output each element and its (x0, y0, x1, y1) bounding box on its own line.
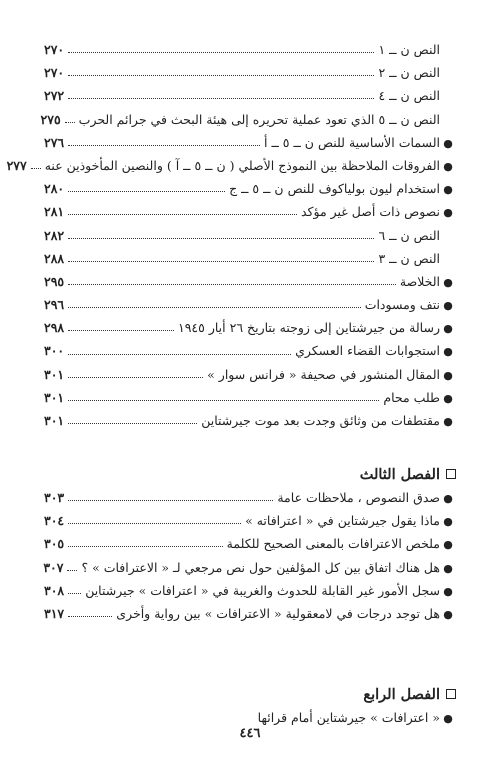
dot-leader (68, 354, 291, 355)
dot-leader (68, 214, 297, 215)
toc-entry-title: النص ن ــ ٢ (378, 65, 440, 81)
toc-entry-page: ٢٩٦ (44, 297, 65, 313)
bullet-icon: ● (443, 561, 453, 575)
chapter-3-heading (44, 462, 456, 486)
dot-leader (68, 377, 203, 378)
toc-entry-page: ٢٧٥ (40, 111, 61, 127)
dot-leader (68, 261, 374, 262)
toc-entry (44, 84, 456, 107)
chapter-4-heading (44, 682, 456, 706)
dot-leader (68, 593, 81, 594)
dot-leader (68, 400, 379, 401)
toc-entry-page: ٣٠١ (44, 413, 65, 428)
toc-entry (44, 293, 456, 316)
toc-entry-page: ٢٩٥ (44, 273, 65, 289)
bullet-icon: ● (443, 368, 453, 382)
toc-entry (44, 61, 456, 84)
toc-entry-title: استخدام ليون بولياكوف للنص ن ــ ٥ ــ ج (229, 181, 440, 197)
toc-entry (44, 532, 456, 555)
dot-leader (68, 75, 374, 76)
toc-entry (44, 38, 456, 61)
toc-entry-title: مقتطفات من وثائق وجدت بعد موت جيرشتاين (201, 413, 440, 428)
toc-entry-page: ٣٠٥ (44, 536, 65, 552)
dot-leader (68, 500, 273, 501)
toc-entry-title: الفروقات الملاحظة بين النموذج الأصلي ( ن ــ ٥ ــ آ ) والنصين المأخوذين عنه (44, 157, 440, 173)
toc-entry (44, 579, 456, 602)
dot-leader (68, 307, 361, 308)
dot-leader (68, 284, 396, 285)
bullet-icon: ● (443, 206, 453, 220)
toc-entry (44, 509, 456, 532)
toc-entry-page: ٢٧٢ (44, 88, 65, 104)
toc-entry-title: ملخص الاعترافات بالمعنى الصحيح للكلمة (226, 536, 440, 552)
dot-leader (68, 523, 241, 524)
toc-entry (44, 247, 456, 270)
toc-entry (44, 386, 456, 409)
chapter-4-title: الفصل الرابع (363, 685, 440, 703)
toc-entry-page: ٣٠٠ (44, 343, 65, 359)
toc-entry-title: النص ن ــ ٥ الذي تعود عملية تحريره إلى هيئة البحث في جرائم الحرب (78, 111, 440, 127)
toc-entry-page: ٢٧٠ (44, 65, 65, 81)
bullet-icon: ● (443, 607, 453, 621)
toc-entry-page: ٣٠٤ (44, 513, 65, 529)
bullet-icon: ● (443, 492, 453, 505)
toc-entry (44, 316, 456, 339)
toc-entry-page: ٣٠١ (44, 389, 65, 405)
toc-entry-title: الخلاصة (399, 273, 440, 289)
toc-entry (44, 177, 456, 200)
toc-entry-title: طلب محام (383, 389, 440, 405)
toc-entry (44, 339, 456, 362)
toc-entry-page: ٣٠٧ (43, 559, 64, 575)
toc-entry-page: ٢٨١ (44, 204, 65, 220)
bullet-icon: ● (443, 159, 453, 173)
dot-leader (65, 122, 75, 123)
toc-list-top (6, 38, 456, 432)
dot-leader (68, 98, 374, 99)
toc-entry (44, 486, 456, 509)
bullet-icon: ● (443, 391, 453, 405)
toc-entry (40, 108, 456, 131)
dot-leader (68, 330, 174, 331)
toc-entry-title: سجل الأمور غير القابلة للحدوث والغريبة في « اعترافات » جيرشتاين (85, 582, 440, 598)
bullet-icon: ● (443, 345, 453, 359)
toc-entry (44, 200, 456, 223)
toc-entry-title: صدق النصوص ، ملاحظات عامة (277, 490, 440, 505)
toc-entry-title: ماذا يقول جيرشتاين في « اعترافاته » (245, 513, 440, 529)
toc-entry-title: نتف ومسودات (364, 297, 440, 313)
toc-entry-page: ٢٨٠ (44, 181, 65, 197)
toc-entry-title: السمات الأساسية للنص ن ــ ٥ ــ أ (264, 134, 440, 150)
toc-entry (44, 409, 456, 432)
dot-leader (68, 145, 260, 146)
bullet-icon: ● (443, 515, 453, 529)
toc-entry-title: استجوابات القضاء العسكري (295, 343, 440, 359)
bullet-icon: ● (443, 584, 453, 598)
toc-entry-page: ٢٨٢ (44, 227, 65, 243)
dot-leader (68, 546, 222, 547)
page-number: ٤٤٦ (239, 726, 261, 741)
toc-entry-title: نصوص ذات أصل غير مؤكد (300, 204, 440, 220)
bullet-icon: ● (443, 538, 453, 552)
toc-entry-page: ٢٧٠ (44, 42, 65, 57)
dot-leader (67, 570, 77, 571)
bullet-icon: ● (443, 322, 453, 336)
square-bullet-icon (446, 689, 456, 699)
bullet-icon: ● (443, 712, 453, 725)
toc-list-chapter-3 (44, 486, 456, 625)
dot-leader (31, 168, 41, 169)
bullet-icon: ● (443, 415, 453, 428)
chapter-3-title: الفصل الثالث (359, 465, 440, 483)
toc-entry-page: ٣١٧ (44, 605, 65, 621)
bullet-icon: ● (443, 299, 453, 313)
toc-entry-page: ٣٠١ (44, 366, 65, 382)
toc-entry-title: « اعترافات » جيرشتاين أمام قرائها (257, 710, 440, 725)
toc-entry (6, 154, 456, 177)
dot-leader (68, 423, 197, 424)
toc-entry-title: النص ن ــ ٤ (378, 88, 440, 104)
toc-entry (44, 363, 456, 386)
toc-entry-title: النص ن ــ ٣ (378, 250, 440, 266)
toc-entry-page: ٢٩٨ (44, 320, 65, 336)
toc-entry-title: المقال المنشور في صحيفة « فرانس سوار » (207, 366, 440, 382)
dot-leader (68, 616, 112, 617)
toc-entry (44, 270, 456, 293)
dot-leader (68, 52, 374, 53)
dot-leader (68, 238, 374, 239)
toc-entry-page: ٢٨٨ (44, 250, 65, 266)
toc-entry-page: ٢٧٧ (6, 157, 27, 173)
toc-entry-title: هل هناك اتفاق بين كل المؤلفين حول نص مرجعي لـ « الاعترافات » ؟ (81, 559, 440, 575)
square-bullet-icon (446, 469, 456, 479)
toc-entry-title: النص ن ــ ٦ (378, 227, 440, 243)
toc-entry (44, 556, 456, 579)
bullet-icon: ● (443, 136, 453, 150)
toc-entry-page: ٣٠٣ (44, 490, 65, 505)
toc-entry (44, 131, 456, 154)
toc-entry-title: النص ن ــ ١ (378, 42, 440, 57)
toc-entry (44, 224, 456, 247)
toc-entry (44, 602, 456, 625)
dot-leader (68, 191, 225, 192)
toc-entry-page: ٢٧٦ (44, 134, 65, 150)
toc-entry-page: ٣٠٨ (44, 582, 65, 598)
bullet-icon: ● (443, 183, 453, 197)
toc-entry-title: رسالة من جيرشتاين إلى زوجته بتاريخ ٢٦ أيار ١٩٤٥ (178, 320, 440, 336)
toc-entry-title: هل توجد درجات في لامعقولية « الاعترافات » بين رواية وأخرى (116, 605, 440, 621)
bullet-icon: ● (443, 275, 453, 289)
